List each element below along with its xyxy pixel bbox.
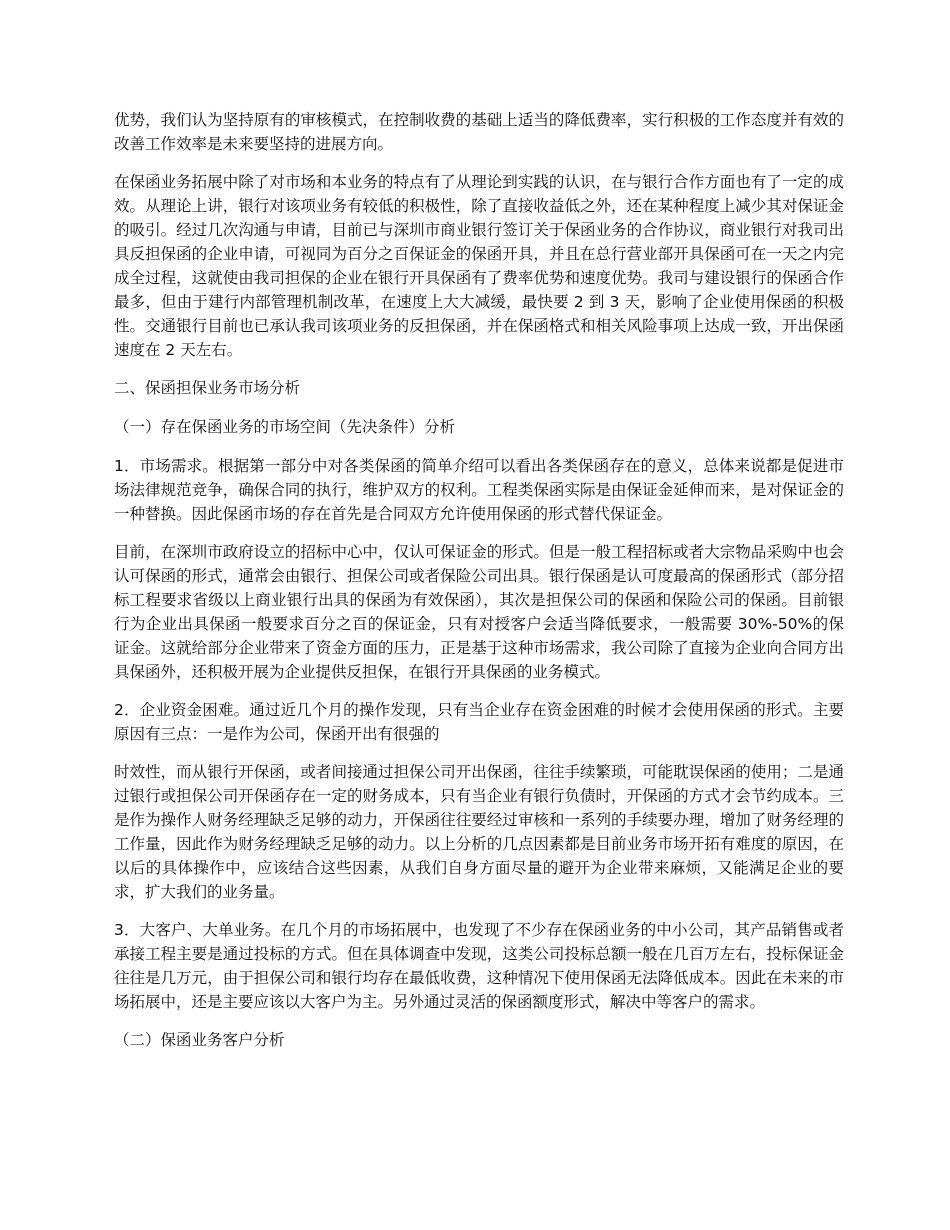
subsection-heading-client-analysis: （二）保函业务客户分析 bbox=[114, 1031, 285, 1049]
paragraph-timeliness: 时效性，而从银行开保函，或者间接通过担保公司开出保函，往往手续繁琐，可能耽误保函的使用；二是通过银行或担保公司开保函存在一定的财务成本，只有当企业有银行负债时，开保函的方式才会节约成本。三是作为操作人财务经理缺乏足够的动力，开保函往往要经过审核和一系列的手续要办理，增加了财务经理的工作量，因此作为财务经理缺乏足够的动力。以上分析的几点因素都是目前业务市场开拓有难度的原因，在以后的具体操作中，应该结合这些因素，从我们自身方面尽量的避开为企业带来麻烦，又能满足企业的要求，扩大我们的业务量。 bbox=[114, 763, 844, 901]
paragraph-capital-difficulty: 2．企业资金困难。通过近几个月的操作发现，只有当企业存在资金困难的时候才会使用保函的形式。主要原因有三点：一是作为公司，保函开出有很强的 bbox=[114, 701, 844, 743]
paragraph-current-situation: 目前，在深圳市政府设立的招标中心中，仅认可保证金的形式。但是一般工程招标或者大宗物品采购中也会认可保函的形式，通常会由银行、担保公司或者保险公司出具。银行保函是认可度最高的保函形式（部分招标工程要求省级以上商业银行出具的保函为有效保函），其次是担保公司的保函和保险公司的保函。目前银行为企业出具保函一般要求百分之百的保证金，只有对授客户会适当降低要求，一般需要 30%-50%的保证金。这就给部分企业带来了资金方面的压力，正是基于这种市场需求，我公司除了直接为企业向合同方出具保函外，还积极开展为企业提供反担保，在银行开具保函的业务模式。 bbox=[114, 543, 844, 681]
paragraph-fee-strategy: 优势，我们认为坚持原有的审核模式，在控制收费的基础上适当的降低费率，实行积极的工作态度并有效的改善工作效率是未来要坚持的进展方向。 bbox=[114, 111, 844, 153]
document-body bbox=[114, 108, 844, 1067]
subsection-heading-market-space: （一）存在保函业务的市场空间（先决条件）分析 bbox=[114, 418, 456, 436]
paragraph-large-clients: 3．大客户、大单业务。在几个月的市场拓展中，也发现了不少存在保函业务的中小公司，其产品销售或者承接工程主要是通过投标的方式。但在具体调查中发现，这类公司投标总额一般在几百万左右，投标保证金往往是几万元，由于担保公司和银行均存在最低收费，这种情况下使用保函无法降低成本。因此在未来的市场拓展中，还是主要应该以大客户为主。另外通过灵活的保函额度形式，解决中等客户的需求。 bbox=[114, 921, 844, 1011]
paragraph-bank-cooperation: 在保函业务拓展中除了对市场和本业务的特点有了从理论到实践的认识，在与银行合作方面也有了一定的成效。从理论上讲，银行对该项业务有较低的积极性，除了直接收益低之外，还在某种程度上减少其对保证金的吸引。经过几次沟通与申请，目前已与深圳市商业银行签订关于保函业务的合作协议，商业银行对我司出具反担保函的企业申请，可视同为百分之百保证金的保函开具，并且在总行营业部开具保函可在一天之内完成全过程，这就使由我司担保的企业在银行开具保函有了费率优势和速度优势。我司与建设银行的保函合作最多，但由于建行内部管理机制改革，在速度上大大减缓，最快要 2 到 3 天，影响了企业使用保函的积极性。交通银行目前也已承认我司该项业务的反担保函，并在保函格式和相关风险事项上达成一致，开出保函速度在 2 天左右。 bbox=[114, 173, 844, 359]
section-heading-market-analysis: 二、保函担保业务市场分析 bbox=[114, 379, 301, 397]
paragraph-market-demand: 1．市场需求。根据第一部分中对各类保函的简单介绍可以看出各类保函存在的意义，总体来说都是促进市场法律规范竞争，确保合同的执行，维护双方的权利。工程类保函实际是由保证金延伸而来，是对保证金的一种替换。因此保函市场的存在首先是合同双方允许使用保函的形式替代保证金。 bbox=[114, 457, 844, 523]
